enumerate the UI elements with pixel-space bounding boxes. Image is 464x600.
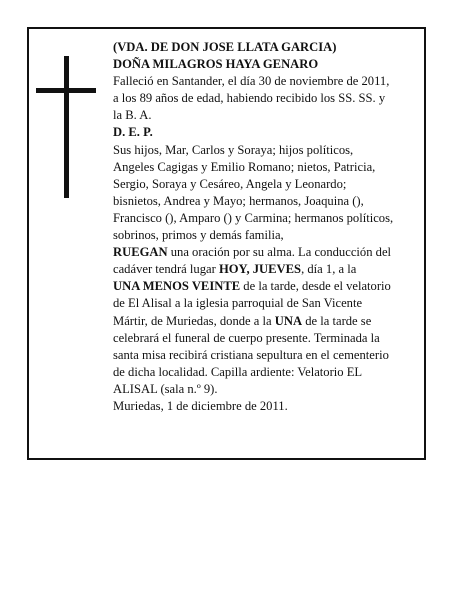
notice-bold-segment: (VDA. DE DON JOSE LLATA GARCIA) — [113, 40, 337, 54]
notice-line — [113, 142, 419, 159]
obituary-text — [113, 39, 419, 415]
notice-bold-segment: UNA MENOS VEINTE — [113, 279, 241, 294]
notice-text-segment: santa misa recibirá cristiana sepultura en el cementerio — [113, 347, 389, 362]
notice-text-segment: bisnietos, Andrea y Mayo; hermanos, Joaquina (), — [113, 193, 364, 208]
notice-line — [113, 107, 419, 124]
notice-line — [113, 398, 419, 415]
notice-line — [113, 261, 419, 278]
notice-text-segment: Francisco (), Amparo () y Carmina; hermanos políticos, — [113, 210, 394, 225]
notice-line — [113, 176, 419, 193]
notice-line — [113, 210, 419, 227]
notice-text-segment: de El Alisal a la iglesia parroquial de San Vicente — [113, 296, 363, 311]
notice-bold-segment: HOY, JUEVES — [218, 262, 302, 277]
notice-bold-segment: D. E. P. — [113, 125, 153, 140]
notice-line — [113, 330, 419, 347]
notice-line — [113, 381, 419, 398]
notice-line — [113, 244, 419, 261]
notice-bold-segment: UNA — [274, 313, 303, 328]
notice-line — [113, 39, 419, 56]
notice-text-segment: celebrará el funeral de cuerpo presente. Terminada la — [113, 330, 380, 345]
notice-bold-segment: DOÑA MILAGROS HAYA GENARO — [113, 57, 319, 72]
notice-text-segment: de la tarde se — [302, 313, 372, 328]
notice-line — [113, 347, 419, 364]
notice-line — [113, 278, 419, 295]
cross-vertical-bar — [64, 56, 69, 198]
notice-text-segment: , día 1, a la — [301, 262, 357, 277]
notice-line — [113, 56, 419, 73]
notice-line — [113, 364, 419, 381]
cross-horizontal-bar — [36, 88, 96, 93]
notice-text-segment: una oración por su alma. La conducción del — [167, 245, 392, 260]
notice-line — [113, 159, 419, 176]
notice-text-segment: Mártir, de Muriedas, donde a la — [113, 313, 275, 328]
notice-line — [113, 313, 419, 330]
notice-text-segment: Sergio, Soraya y Cesáreo, Angela y Leonardo; — [113, 176, 347, 191]
notice-text-segment: sobrinos, primos y demás familia, — [113, 228, 284, 243]
notice-text-segment: de dicha localidad. Capilla ardiente: Velatorio EL — [113, 364, 363, 379]
notice-text-segment: Sus hijos, Mar, Carlos y Soraya; hijos políticos, — [113, 142, 354, 157]
notice-line — [113, 295, 419, 312]
notice-line — [113, 124, 419, 141]
notice-line — [113, 73, 419, 90]
notice-text-segment: ALISAL (sala n.º 9). — [113, 381, 218, 396]
notice-line — [113, 227, 419, 244]
notice-text-segment: Angeles Cagigas y Emilio Romano; nietos, Patricia, — [113, 159, 376, 174]
notice-text-segment: Falleció en Santander, el día 30 de noviembre de 2011, — [113, 74, 390, 89]
notice-line — [113, 90, 419, 107]
notice-text-segment: de la tarde, desde el velatorio — [240, 279, 391, 294]
notice-text-segment: Muriedas, 1 de diciembre de 2011. — [113, 398, 288, 413]
notice-text-segment: a los 89 años de edad, habiendo recibido los SS. SS. y — [113, 91, 386, 106]
notice-line — [113, 193, 419, 210]
cross-icon — [36, 56, 96, 198]
notice-text-segment: cadáver tendrá lugar — [113, 262, 219, 277]
notice-bold-segment: RUEGAN — [113, 245, 168, 260]
notice-text-segment: la B. A. — [113, 108, 152, 123]
